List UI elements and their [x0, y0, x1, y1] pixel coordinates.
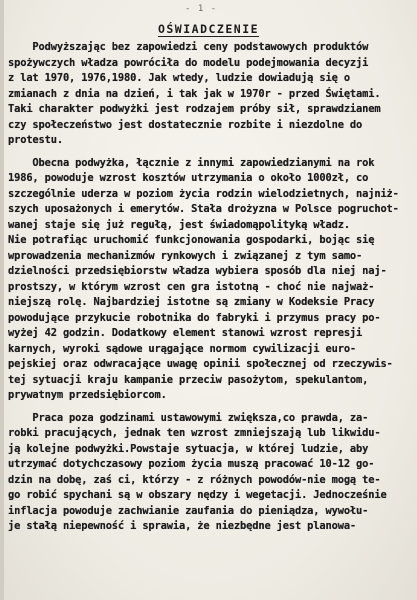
text-line: ją kolejne podwyżki.Powstaje sytuacja, w której ludzie, aby [8, 442, 369, 455]
text-line: protestu. [8, 134, 63, 146]
paragraph-gap [8, 149, 408, 156]
text-line: prywatnym przedsiębiorcom. [8, 389, 167, 401]
text-line: Praca poza godzinami ustawowymi zwiększa,co prawda, za- [8, 411, 369, 424]
text-line: tej sytuacji kraju kampanie przeciw pasożytom, spekulantom, [8, 373, 369, 386]
text-line: szczególnie uderza w poziom życia rodzin wielodzietnych, najniż- [8, 187, 399, 200]
text-line: utrzymać dotychczasowy poziom życia muszą pracować 10-12 go- [8, 458, 375, 470]
text-line: Taki charakter podwyżki jest rodzajem próby sił, sprawdzianem [8, 103, 381, 115]
text-line: je stałą niepewność i sprawia, że niezbędne jest planowa- [8, 520, 357, 532]
text-line: czy społeczeństwo jest dostatecznie rozbite i niezdolne do [8, 118, 363, 131]
paragraph-gap [8, 404, 408, 411]
text-line: wyżej 42 godzin. Dodatkowy element stanowi wzrost represji [8, 327, 363, 339]
text-line: robki pracujących, jednak ten wzrost zmniejszają lub likwidu- [8, 427, 381, 439]
text-line: go robić spychani są w obszary nędzy i wegetacji. Jednocześnie [8, 489, 387, 501]
document-title-text: OŚWIADCZENIE [157, 22, 260, 36]
text-line: wanej staje się już regułą, jest świadomąpolityką władz. [8, 218, 350, 231]
text-line: inflacja powoduje zachwianie zaufania do pieniądza, wywołu- [8, 504, 369, 517]
text-line: Nie potrafiąc uruchomić funkcjonowania gospodarki, bojąc się [8, 234, 375, 246]
text-line: szych uposażonych i emerytów. Stała drożyzna w Polsce pogruchot- [8, 203, 399, 215]
page-edge-shadow [0, 0, 4, 600]
text-line: prostszy, w którym wzrost cen gra istotną - choć nie najważ- [8, 280, 375, 293]
text-line: dzin na dobę, zaś ci, którzy - z różnych powodów-nie mogą te- [8, 473, 381, 486]
text-line: pejskiej oraz odwracające uwagę opinii społecznej od rzeczywis- [8, 358, 393, 370]
text-line: zmianach z dnia na dzień, i tak jak w 1970r - przed Świętami. [8, 87, 381, 100]
document-body [8, 40, 408, 535]
text-line: powodujące przykucie robotnika do fabryki i przymus pracy po- [8, 311, 381, 324]
text-line: wprowadzenia mechanizmów rynkowych i związanej z tym samo- [8, 249, 363, 262]
text-line: dzielności przedsiębiorstw władza wybiera sposób dla niej naj- [8, 265, 387, 277]
text-line: spożywczych władza powróciła do modelu podejmowania decyzji [8, 56, 369, 69]
text-line: karnych, wyroki sądowe urągające normom cywilizacji euro- [8, 342, 357, 355]
text-line: niejszą rolę. Najbardziej istotne są zmiany w Kodeksie Pracy [8, 296, 375, 308]
document-title [0, 22, 417, 36]
text-line: 1986, powoduje wzrost kosztów utrzymania o około 1000zł, co [8, 172, 369, 184]
text-line: Podwyższając bez zapowiedzi ceny podstawowych produktów [8, 41, 369, 53]
page-number: - 1 - [185, 4, 218, 14]
text-line: Obecna podwyżka, łącznie z innymi zapowiedzianymi na rok [8, 156, 375, 169]
text-line: z lat 1970, 1976,1980. Jak wtedy, ludzie dowiadują się o [8, 72, 350, 84]
